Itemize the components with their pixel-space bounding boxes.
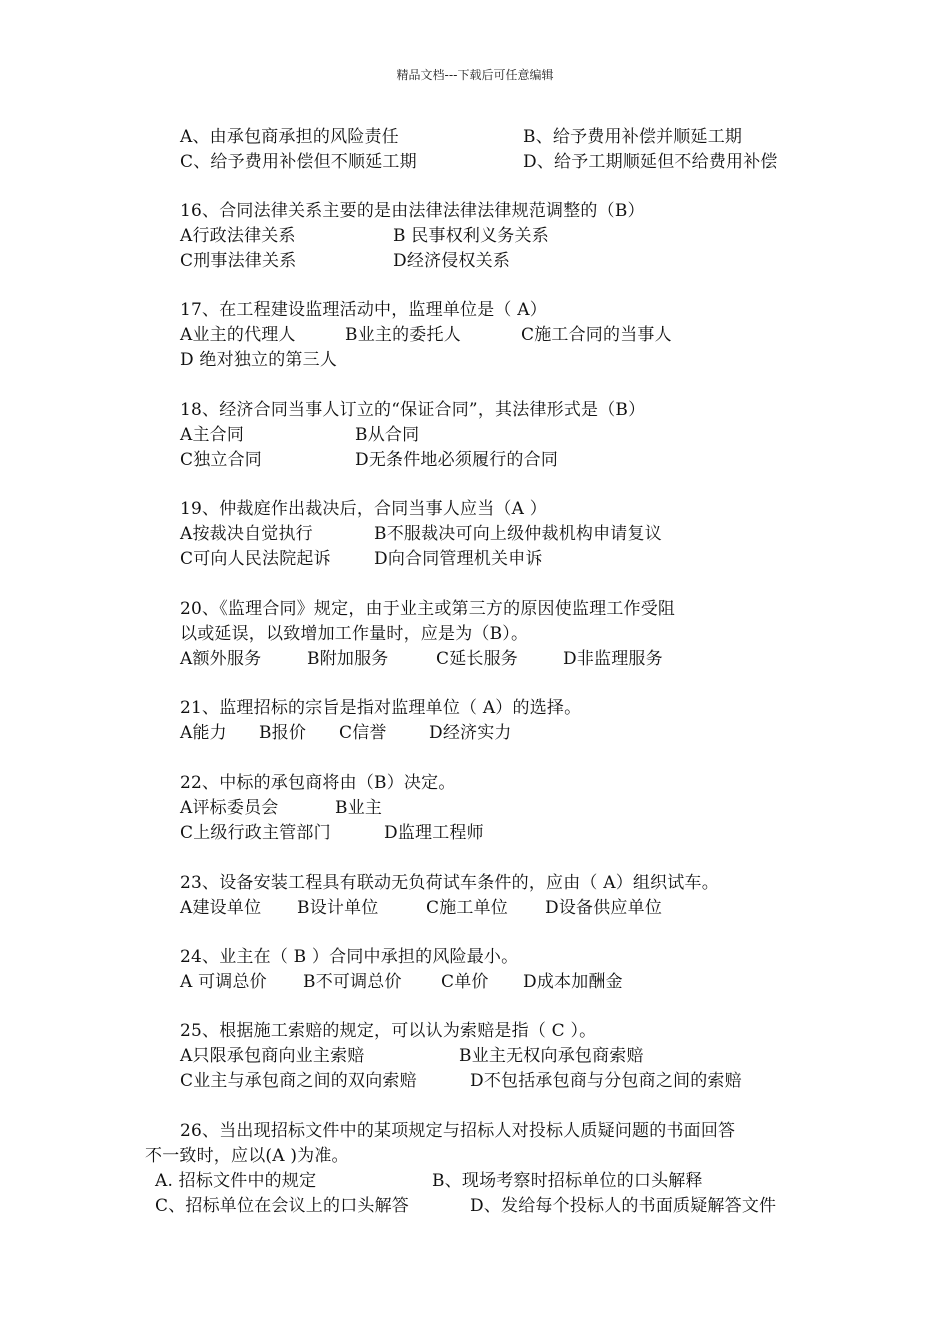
q18-question: 18、经济合同当事人订立的“保证合同”，其法律形式是（B）: [180, 400, 646, 420]
q16-option-c: C刑事法律关系: [180, 251, 297, 271]
q23-question: 23、设备安装工程具有联动无负荷试车条件的，应由（ A）组织试车。: [180, 873, 719, 893]
q18-option-a: A主合同: [180, 425, 245, 445]
q21-question: 21、监理招标的宗旨是指对监理单位（ A）的选择。: [180, 698, 582, 718]
q25-question: 25、根据施工索赔的规定，可以认为索赔是指（ C ）。: [180, 1021, 597, 1041]
q25-option-d: D不包括承包商与分包商之间的索赔: [470, 1071, 742, 1091]
q23-option-c: C施工单位: [426, 898, 509, 918]
q19-option-b: B不服裁决可向上级仲裁机构申请复议: [374, 524, 662, 544]
q21-option-b: B报价: [259, 723, 307, 743]
q17-option-b: B业主的委托人: [345, 325, 461, 345]
q24-option-d: D成本加酬金: [523, 972, 623, 992]
q23-option-b: B设计单位: [297, 898, 379, 918]
q17-question: 17、在工程建设监理活动中，监理单位是（ A）: [180, 300, 547, 320]
q17-option-a: A业主的代理人: [180, 325, 296, 345]
q16-option-d: D经济侵权关系: [393, 251, 511, 271]
q18-option-b: B从合同: [355, 425, 420, 445]
q26-option-a: A. 招标文件中的规定: [155, 1171, 317, 1191]
q17-option-d: D 绝对独立的第三人: [180, 350, 338, 370]
q19-option-a: A按裁决自觉执行: [180, 524, 313, 544]
q15-option-b: B、给予费用补偿并顺延工期: [523, 127, 743, 147]
q25-option-c: C业主与承包商之间的双向索赔: [180, 1071, 417, 1091]
q24-option-a: A 可调总价: [180, 972, 267, 992]
q26-option-b: B、现场考察时招标单位的口头解释: [432, 1171, 703, 1191]
q16-option-b: B 民事权利义务关系: [393, 226, 549, 246]
q19-option-d: D向合同管理机关申诉: [374, 549, 543, 569]
q17-option-c: C施工合同的当事人: [521, 325, 672, 345]
q26-question-line2: 不一致时，应以(A )为准。: [145, 1146, 349, 1166]
q25-option-a: A只限承包商向业主索赔: [180, 1046, 365, 1066]
q22-option-d: D监理工程师: [384, 823, 484, 843]
q15-option-c: C、给予费用补偿但不顺延工期: [180, 152, 417, 172]
q21-option-c: C信誉: [339, 723, 387, 743]
q15-option-a: A、由承包商承担的风险责任: [180, 127, 399, 147]
q26-option-c: C、招标单位在会议上的口头解答: [155, 1196, 410, 1216]
q22-option-b: B业主: [335, 798, 383, 818]
q26-option-d: D、发给每个投标人的书面质疑解答文件: [470, 1196, 777, 1216]
page-header: 精品文档---下载后可任意编辑: [396, 68, 554, 82]
q18-option-d: D无条件地必须履行的合同: [355, 450, 559, 470]
q22-option-c: C上级行政主管部门: [180, 823, 331, 843]
q18-option-c: C独立合同: [180, 450, 263, 470]
q24-option-c: C单价: [441, 972, 489, 992]
q22-option-a: A评标委员会: [180, 798, 279, 818]
q23-option-a: A建设单位: [180, 898, 262, 918]
q22-question: 22、中标的承包商将由（B）决定。: [180, 773, 456, 793]
q19-question: 19、仲裁庭作出裁决后，合同当事人应当（A ）: [180, 499, 547, 519]
q20-option-a: A额外服务: [180, 649, 262, 669]
q15-option-d: D、给予工期顺延但不给费用补偿: [523, 152, 778, 172]
q23-option-d: D设备供应单位: [545, 898, 663, 918]
q21-option-d: D经济实力: [429, 723, 512, 743]
q21-option-a: A能力: [180, 723, 227, 743]
q20-question-line2: 以或延误，以致增加工作量时，应是为（B）。: [180, 624, 529, 644]
q20-question-line1: 20、《监理合同》规定，由于业主或第三方的原因使监理工作受阻: [180, 599, 676, 619]
q19-option-c: C可向人民法院起诉: [180, 549, 331, 569]
q24-question: 24、业主在（ B ）合同中承担的风险最小。: [180, 947, 519, 967]
q16-question: 16、合同法律关系主要的是由法律法律法律规范调整的（B）: [180, 201, 645, 221]
q26-question-line1: 26、当出现招标文件中的某项规定与招标人对投标人质疑问题的书面回答: [180, 1121, 736, 1141]
q25-option-b: B业主无权向承包商索赔: [459, 1046, 644, 1066]
q24-option-b: B不可调总价: [303, 972, 402, 992]
q20-option-d: D非监理服务: [563, 649, 663, 669]
q20-option-c: C延长服务: [436, 649, 519, 669]
q16-option-a: A行政法律关系: [180, 226, 296, 246]
q20-option-b: B附加服务: [307, 649, 389, 669]
